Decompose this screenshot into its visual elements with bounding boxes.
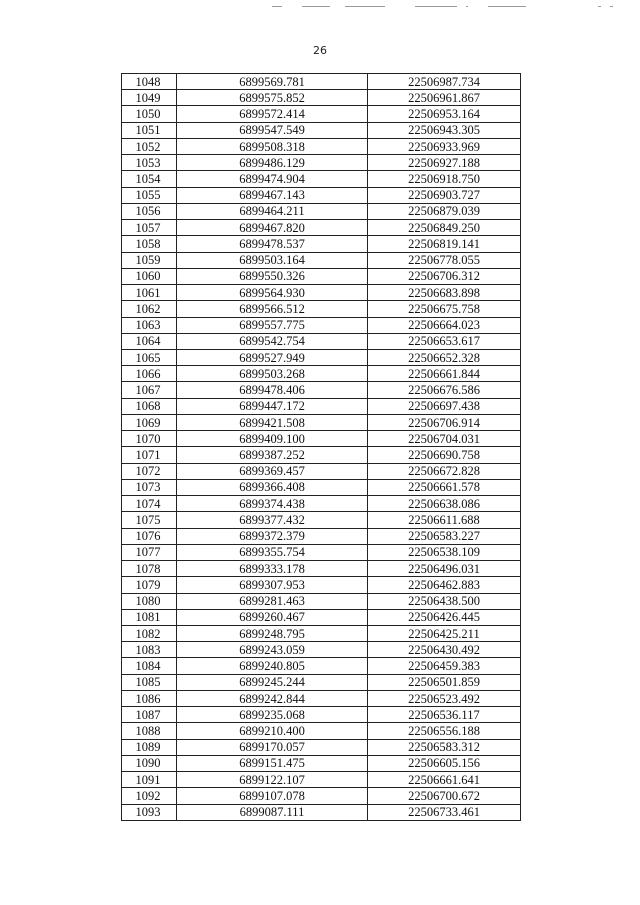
x-coordinate-cell: 6899421.508	[177, 414, 368, 430]
scan-top-marks	[0, 6, 640, 12]
x-coordinate-cell: 6899575.852	[177, 90, 368, 106]
table-row	[122, 382, 521, 398]
point-number-cell: 1079	[122, 577, 177, 593]
x-coordinate-cell: 6899248.795	[177, 625, 368, 641]
table-row	[122, 528, 521, 544]
y-coordinate-cell: 22506697.438	[368, 398, 521, 414]
x-coordinate-cell: 6899260.467	[177, 609, 368, 625]
table-row	[122, 431, 521, 447]
y-coordinate-cell: 22506778.055	[368, 252, 521, 268]
y-coordinate-cell: 22506605.156	[368, 755, 521, 771]
point-number-cell: 1058	[122, 236, 177, 252]
x-coordinate-cell: 6899374.438	[177, 496, 368, 512]
point-number-cell: 1067	[122, 382, 177, 398]
x-coordinate-cell: 6899564.930	[177, 285, 368, 301]
x-coordinate-cell: 6899508.318	[177, 138, 368, 154]
table-row	[122, 788, 521, 804]
table-row	[122, 285, 521, 301]
y-coordinate-cell: 22506706.914	[368, 414, 521, 430]
y-coordinate-cell: 22506961.867	[368, 90, 521, 106]
y-coordinate-cell: 22506675.758	[368, 301, 521, 317]
y-coordinate-cell: 22506652.328	[368, 349, 521, 365]
table-row	[122, 187, 521, 203]
y-coordinate-cell: 22506683.898	[368, 285, 521, 301]
x-coordinate-cell: 6899366.408	[177, 479, 368, 495]
table-row	[122, 512, 521, 528]
table-row	[122, 561, 521, 577]
y-coordinate-cell: 22506611.688	[368, 512, 521, 528]
x-coordinate-cell: 6899235.068	[177, 707, 368, 723]
x-coordinate-cell: 6899151.475	[177, 755, 368, 771]
x-coordinate-cell: 6899240.805	[177, 658, 368, 674]
point-number-cell: 1086	[122, 690, 177, 706]
coordinates-table-body	[122, 74, 521, 821]
x-coordinate-cell: 6899557.775	[177, 317, 368, 333]
x-coordinate-cell: 6899210.400	[177, 723, 368, 739]
y-coordinate-cell: 22506933.969	[368, 138, 521, 154]
y-coordinate-cell: 22506661.578	[368, 479, 521, 495]
x-coordinate-cell: 6899527.949	[177, 349, 368, 365]
y-coordinate-cell: 22506459.383	[368, 658, 521, 674]
x-coordinate-cell: 6899107.078	[177, 788, 368, 804]
point-number-cell: 1087	[122, 707, 177, 723]
x-coordinate-cell: 6899464.211	[177, 203, 368, 219]
coordinates-table	[121, 73, 521, 821]
y-coordinate-cell: 22506523.492	[368, 690, 521, 706]
point-number-cell: 1050	[122, 106, 177, 122]
x-coordinate-cell: 6899503.164	[177, 252, 368, 268]
table-row	[122, 155, 521, 171]
point-number-cell: 1071	[122, 447, 177, 463]
table-row	[122, 220, 521, 236]
point-number-cell: 1084	[122, 658, 177, 674]
x-coordinate-cell: 6899572.414	[177, 106, 368, 122]
point-number-cell: 1049	[122, 90, 177, 106]
point-number-cell: 1083	[122, 642, 177, 658]
point-number-cell: 1063	[122, 317, 177, 333]
x-coordinate-cell: 6899377.432	[177, 512, 368, 528]
table-row	[122, 122, 521, 138]
table-row	[122, 252, 521, 268]
y-coordinate-cell: 22506438.500	[368, 593, 521, 609]
point-number-cell: 1052	[122, 138, 177, 154]
y-coordinate-cell: 22506927.188	[368, 155, 521, 171]
table-row	[122, 333, 521, 349]
table-row	[122, 479, 521, 495]
x-coordinate-cell: 6899245.244	[177, 674, 368, 690]
y-coordinate-cell: 22506661.641	[368, 772, 521, 788]
y-coordinate-cell: 22506653.617	[368, 333, 521, 349]
x-coordinate-cell: 6899333.178	[177, 561, 368, 577]
table-row	[122, 463, 521, 479]
point-number-cell: 1089	[122, 739, 177, 755]
table-row	[122, 447, 521, 463]
table-row	[122, 772, 521, 788]
x-coordinate-cell: 6899467.820	[177, 220, 368, 236]
y-coordinate-cell: 22506987.734	[368, 74, 521, 90]
y-coordinate-cell: 22506849.250	[368, 220, 521, 236]
x-coordinate-cell: 6899486.129	[177, 155, 368, 171]
point-number-cell: 1088	[122, 723, 177, 739]
x-coordinate-cell: 6899569.781	[177, 74, 368, 90]
table-row	[122, 171, 521, 187]
table-row	[122, 496, 521, 512]
table-row	[122, 74, 521, 90]
table-row	[122, 236, 521, 252]
point-number-cell: 1065	[122, 349, 177, 365]
table-row	[122, 414, 521, 430]
x-coordinate-cell: 6899409.100	[177, 431, 368, 447]
y-coordinate-cell: 22506556.188	[368, 723, 521, 739]
x-coordinate-cell: 6899170.057	[177, 739, 368, 755]
y-coordinate-cell: 22506953.164	[368, 106, 521, 122]
table-row	[122, 317, 521, 333]
y-coordinate-cell: 22506661.844	[368, 366, 521, 382]
point-number-cell: 1077	[122, 544, 177, 560]
table-row	[122, 658, 521, 674]
table-row	[122, 349, 521, 365]
point-number-cell: 1091	[122, 772, 177, 788]
point-number-cell: 1056	[122, 203, 177, 219]
y-coordinate-cell: 22506918.750	[368, 171, 521, 187]
point-number-cell: 1051	[122, 122, 177, 138]
point-number-cell: 1078	[122, 561, 177, 577]
x-coordinate-cell: 6899243.059	[177, 642, 368, 658]
page-number: 26	[313, 44, 327, 57]
table-row	[122, 804, 521, 820]
y-coordinate-cell: 22506819.141	[368, 236, 521, 252]
point-number-cell: 1073	[122, 479, 177, 495]
y-coordinate-cell: 22506704.031	[368, 431, 521, 447]
y-coordinate-cell: 22506425.211	[368, 625, 521, 641]
y-coordinate-cell: 22506536.117	[368, 707, 521, 723]
x-coordinate-cell: 6899372.379	[177, 528, 368, 544]
point-number-cell: 1053	[122, 155, 177, 171]
table-row	[122, 642, 521, 658]
point-number-cell: 1061	[122, 285, 177, 301]
y-coordinate-cell: 22506538.109	[368, 544, 521, 560]
table-row	[122, 203, 521, 219]
y-coordinate-cell: 22506879.039	[368, 203, 521, 219]
table-row	[122, 398, 521, 414]
y-coordinate-cell: 22506903.727	[368, 187, 521, 203]
y-coordinate-cell: 22506583.312	[368, 739, 521, 755]
x-coordinate-cell: 6899542.754	[177, 333, 368, 349]
table-row	[122, 544, 521, 560]
table-row	[122, 268, 521, 284]
y-coordinate-cell: 22506700.672	[368, 788, 521, 804]
y-coordinate-cell: 22506690.758	[368, 447, 521, 463]
point-number-cell: 1081	[122, 609, 177, 625]
point-number-cell: 1074	[122, 496, 177, 512]
y-coordinate-cell: 22506943.305	[368, 122, 521, 138]
y-coordinate-cell: 22506496.031	[368, 561, 521, 577]
x-coordinate-cell: 6899467.143	[177, 187, 368, 203]
point-number-cell: 1090	[122, 755, 177, 771]
y-coordinate-cell: 22506733.461	[368, 804, 521, 820]
table-row	[122, 138, 521, 154]
point-number-cell: 1054	[122, 171, 177, 187]
x-coordinate-cell: 6899447.172	[177, 398, 368, 414]
point-number-cell: 1068	[122, 398, 177, 414]
table-row	[122, 593, 521, 609]
point-number-cell: 1060	[122, 268, 177, 284]
point-number-cell: 1059	[122, 252, 177, 268]
x-coordinate-cell: 6899307.953	[177, 577, 368, 593]
point-number-cell: 1057	[122, 220, 177, 236]
point-number-cell: 1080	[122, 593, 177, 609]
table-row	[122, 690, 521, 706]
x-coordinate-cell: 6899474.904	[177, 171, 368, 187]
x-coordinate-cell: 6899478.537	[177, 236, 368, 252]
y-coordinate-cell: 22506430.492	[368, 642, 521, 658]
point-number-cell: 1093	[122, 804, 177, 820]
point-number-cell: 1064	[122, 333, 177, 349]
point-number-cell: 1085	[122, 674, 177, 690]
point-number-cell: 1055	[122, 187, 177, 203]
table-row	[122, 723, 521, 739]
x-coordinate-cell: 6899087.111	[177, 804, 368, 820]
table-row	[122, 609, 521, 625]
point-number-cell: 1082	[122, 625, 177, 641]
table-row	[122, 707, 521, 723]
x-coordinate-cell: 6899122.107	[177, 772, 368, 788]
y-coordinate-cell: 22506426.445	[368, 609, 521, 625]
point-number-cell: 1048	[122, 74, 177, 90]
table-row	[122, 301, 521, 317]
point-number-cell: 1076	[122, 528, 177, 544]
y-coordinate-cell: 22506501.859	[368, 674, 521, 690]
table-row	[122, 625, 521, 641]
y-coordinate-cell: 22506672.828	[368, 463, 521, 479]
table-row	[122, 90, 521, 106]
x-coordinate-cell: 6899503.268	[177, 366, 368, 382]
y-coordinate-cell: 22506583.227	[368, 528, 521, 544]
point-number-cell: 1062	[122, 301, 177, 317]
point-number-cell: 1069	[122, 414, 177, 430]
table-row	[122, 366, 521, 382]
x-coordinate-cell: 6899547.549	[177, 122, 368, 138]
x-coordinate-cell: 6899369.457	[177, 463, 368, 479]
x-coordinate-cell: 6899566.512	[177, 301, 368, 317]
x-coordinate-cell: 6899478.406	[177, 382, 368, 398]
y-coordinate-cell: 22506638.086	[368, 496, 521, 512]
y-coordinate-cell: 22506664.023	[368, 317, 521, 333]
table-row	[122, 755, 521, 771]
table-row	[122, 106, 521, 122]
x-coordinate-cell: 6899355.754	[177, 544, 368, 560]
table-row	[122, 577, 521, 593]
point-number-cell: 1072	[122, 463, 177, 479]
x-coordinate-cell: 6899242.844	[177, 690, 368, 706]
y-coordinate-cell: 22506676.586	[368, 382, 521, 398]
y-coordinate-cell: 22506462.883	[368, 577, 521, 593]
point-number-cell: 1075	[122, 512, 177, 528]
point-number-cell: 1092	[122, 788, 177, 804]
table-row	[122, 739, 521, 755]
point-number-cell: 1066	[122, 366, 177, 382]
table-row	[122, 674, 521, 690]
x-coordinate-cell: 6899387.252	[177, 447, 368, 463]
y-coordinate-cell: 22506706.312	[368, 268, 521, 284]
x-coordinate-cell: 6899550.326	[177, 268, 368, 284]
point-number-cell: 1070	[122, 431, 177, 447]
x-coordinate-cell: 6899281.463	[177, 593, 368, 609]
